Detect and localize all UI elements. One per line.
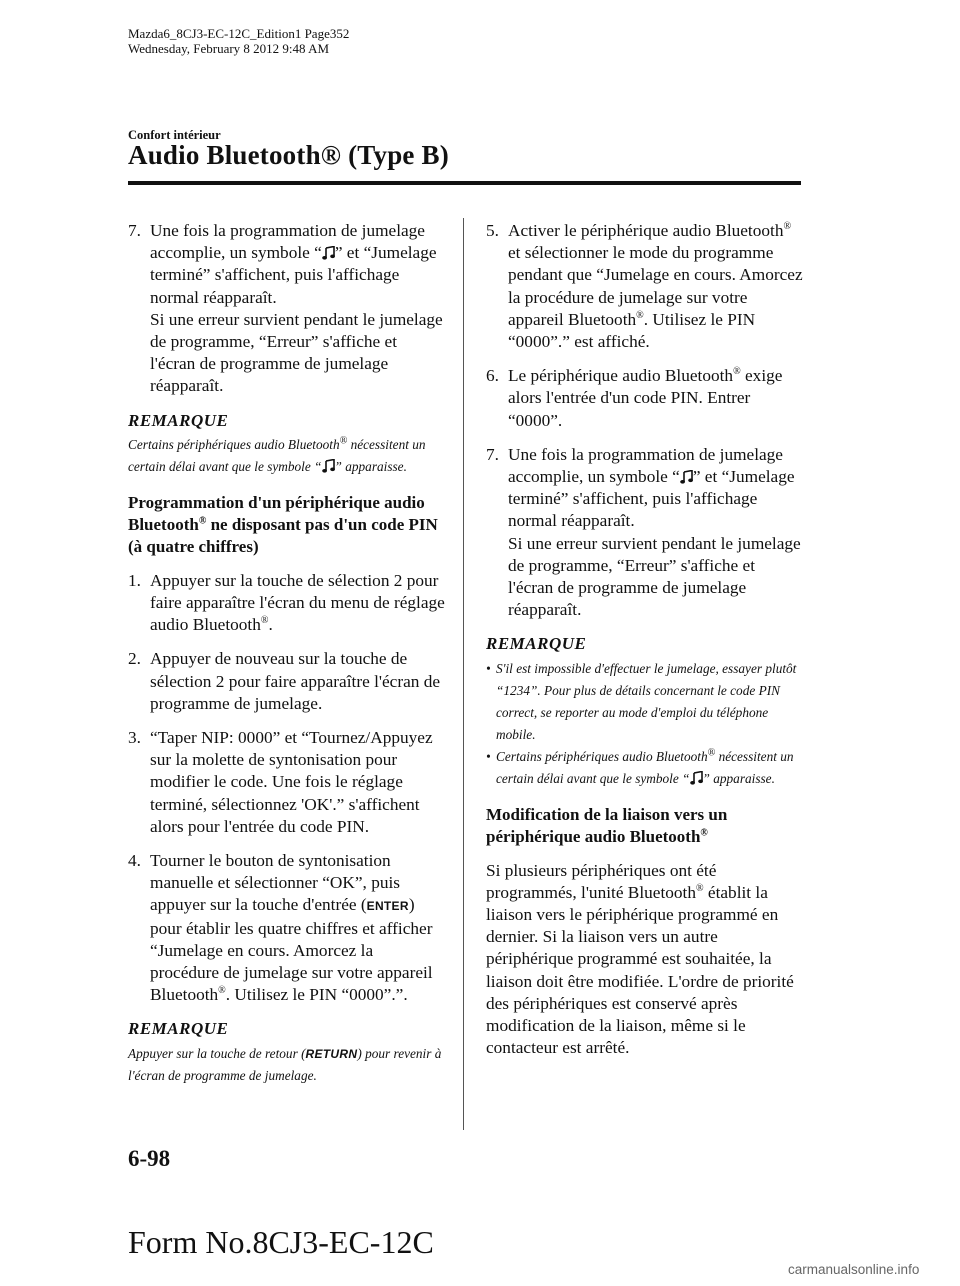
- remarque-note: [128, 434, 446, 478]
- step-text-part: ” et “Jumelage terminé” s'affichent, puis l'affichage normal réapparaît.: [150, 243, 437, 307]
- bullet-dot: •: [486, 748, 491, 764]
- step-number: 6.: [486, 366, 499, 386]
- registered-mark: ®: [636, 310, 644, 322]
- meta-line-2: Wednesday, February 8 2012 9:48 AM: [128, 41, 330, 56]
- step-6: [486, 365, 804, 432]
- step-4: [128, 850, 446, 1006]
- bullet-dot: •: [486, 660, 491, 676]
- subhead-part: Programmation d'un périphérique audio Bluetooth: [128, 492, 425, 534]
- step-1: [128, 570, 446, 637]
- bullet-text: S'il est impossible d'effectuer le jumelage, essayer plutôt “1234”. Pour plus de détails concernant le code PIN correct, se reporter au mode d'emploi du téléphone mobile.: [496, 660, 797, 742]
- note-part: Certains périphériques audio Bluetooth: [128, 436, 340, 452]
- bullet-part: nécessitent un certain délai avant que le symbole “: [496, 748, 794, 786]
- step-text-part: ) pour établir les quatre chiffres et afficher “Jumelage en cours. Amorcez la procédure de jumelage sur votre appareil Bluetooth: [150, 895, 433, 1005]
- music-note-icon: [322, 246, 335, 260]
- step-text: [150, 570, 446, 637]
- note-part: ” apparaisse.: [334, 458, 407, 474]
- step-number: 4.: [128, 851, 141, 871]
- step-2: [128, 648, 446, 715]
- bullet-part: ” apparaisse.: [702, 770, 775, 786]
- subhead-part: ne disposant pas d'un code PIN (à quatre chiffres): [128, 514, 438, 556]
- link-change-paragraph: [486, 860, 804, 1060]
- remarque-heading: REMARQUE: [128, 410, 229, 430]
- step-number: 1.: [128, 570, 141, 590]
- step-5: [486, 220, 804, 353]
- music-note-icon: [680, 470, 693, 484]
- para-part: Si plusieurs périphériques ont été programmés, l'unité Bluetooth: [486, 860, 717, 902]
- left-column: [128, 220, 446, 1101]
- bullet-item: [486, 746, 804, 790]
- step-number: 5.: [486, 221, 499, 240]
- print-metadata: [128, 26, 349, 56]
- registered-mark: ®: [218, 985, 226, 997]
- form-number: Form No.8CJ3-EC-12C: [128, 1224, 434, 1260]
- bullet-item: [486, 658, 804, 746]
- registered-mark: ®: [695, 883, 704, 895]
- music-note-icon: [690, 771, 703, 785]
- para-part: établit la liaison vers le périphérique programmé en dernier. Si la liaison vers un autre périphérique programmé est souhaitée, la liaison doit être modifiée. L'ordre de priorité des périphériques est conservé après modification de la liaison, même si le contacteur est arrêté.: [486, 882, 794, 1058]
- registered-mark: ®: [339, 435, 348, 447]
- step-text-part: exige alors l'entrée d'un code PIN. Entrer “0000”.: [508, 366, 783, 430]
- step-text: [150, 220, 446, 309]
- column-divider: [463, 218, 464, 1130]
- step-3: [128, 727, 446, 838]
- step-text-error: Si une erreur survient pendant le jumelage de programme, “Erreur” s'affiche et l'écran de programme de jumelage réapparaît.: [150, 309, 443, 396]
- watermark: carmanualsonline.info: [788, 1262, 920, 1277]
- section-label: Confort intérieur: [128, 128, 221, 142]
- step-number: 7.: [486, 444, 499, 464]
- step-text-part: Le périphérique audio Bluetooth: [508, 366, 734, 386]
- remarque-heading: REMARQUE: [128, 1019, 229, 1039]
- page-number: 6-98: [128, 1146, 171, 1171]
- enter-key-label: ENTER: [366, 899, 409, 914]
- remarque-heading: REMARQUE: [486, 634, 587, 654]
- step-number: 3.: [128, 728, 141, 748]
- music-note-icon: [322, 459, 335, 473]
- right-column: [486, 220, 804, 1059]
- step-text: [508, 220, 804, 353]
- bullet-text: [496, 746, 804, 790]
- note-part: ) pour revenir à l'écran de programme de jumelage.: [128, 1045, 442, 1083]
- registered-mark: ®: [198, 515, 207, 527]
- step-text-part: . Utilisez le PIN “0000”.”.: [225, 985, 408, 1005]
- step-text-part: . Utilisez le PIN “0000”.” est affiché.: [508, 309, 756, 352]
- step-text: [508, 444, 804, 533]
- step-text: Appuyer de nouveau sur la touche de sélection 2 pour faire apparaître l'écran de programme de jumelage.: [150, 649, 441, 713]
- title-rule: [128, 181, 801, 185]
- step-text-part: .: [268, 615, 273, 635]
- meta-line-1: Mazda6_8CJ3-EC-12C_Edition1 Page352: [128, 26, 350, 41]
- remarque-bullets: [486, 658, 804, 790]
- step-text-part: et sélectionner le mode du programme pendant que “Jumelage en cours. Amorcez la procédure de jumelage sur votre appareil Bluetooth: [508, 243, 803, 329]
- step-text: “Taper NIP: 0000” et “Tournez/Appuyez sur la molette de syntonisation pour modifier le code. Une fois le réglage terminé, sélectionnez 'OK'.” s'affichent alors pour l'entrée du code PIN.: [150, 728, 433, 836]
- step-7-left: [128, 220, 446, 398]
- subheading-link-change: [486, 804, 804, 848]
- step-text-part: Activer le périphérique audio Bluetooth: [508, 221, 784, 240]
- registered-mark: ®: [700, 827, 708, 838]
- registered-mark: ®: [733, 366, 741, 378]
- subheading-no-pin: [128, 492, 446, 558]
- registered-mark: ®: [707, 747, 716, 759]
- step-text-part: Tourner le bouton de syntonisation manuelle et sélectionner “OK”, puis appuyer sur la touche d'entrée (: [150, 851, 401, 915]
- page-title: Audio Bluetooth® (Type B): [128, 140, 449, 170]
- bullet-part: Certains périphériques audio Bluetooth: [496, 748, 708, 764]
- step-text: [508, 365, 804, 432]
- return-key-label: RETURN: [305, 1046, 358, 1061]
- step-text-part: ” et “Jumelage terminé” s'affichent, puis l'affichage normal réapparaît.: [508, 467, 795, 531]
- subhead-part: Modification de la liaison vers un périphérique audio Bluetooth: [486, 804, 728, 846]
- step-number: 7.: [128, 221, 141, 240]
- step-text-error: Si une erreur survient pendant le jumelage de programme, “Erreur” s'affiche et l'écran de programme de jumelage réapparaît.: [508, 533, 801, 620]
- step-text: [150, 850, 446, 1006]
- step-text-part: Une fois la programmation de jumelage accomplie, un symbole “: [508, 444, 783, 487]
- step-text-part: Une fois la programmation de jumelage accomplie, un symbole “: [150, 221, 425, 263]
- note-part: Appuyer sur la touche de retour (: [128, 1045, 306, 1061]
- note-part: nécessitent un certain délai avant que le symbole “: [128, 436, 426, 474]
- step-7-right: [486, 444, 804, 622]
- remarque-note: [128, 1043, 446, 1087]
- registered-mark: ®: [260, 615, 269, 627]
- registered-mark: ®: [783, 221, 792, 233]
- step-number: 2.: [128, 649, 141, 669]
- step-text-part: Appuyer sur la touche de sélection 2 pour faire apparaître l'écran du menu de réglage audio Bluetooth: [150, 570, 445, 635]
